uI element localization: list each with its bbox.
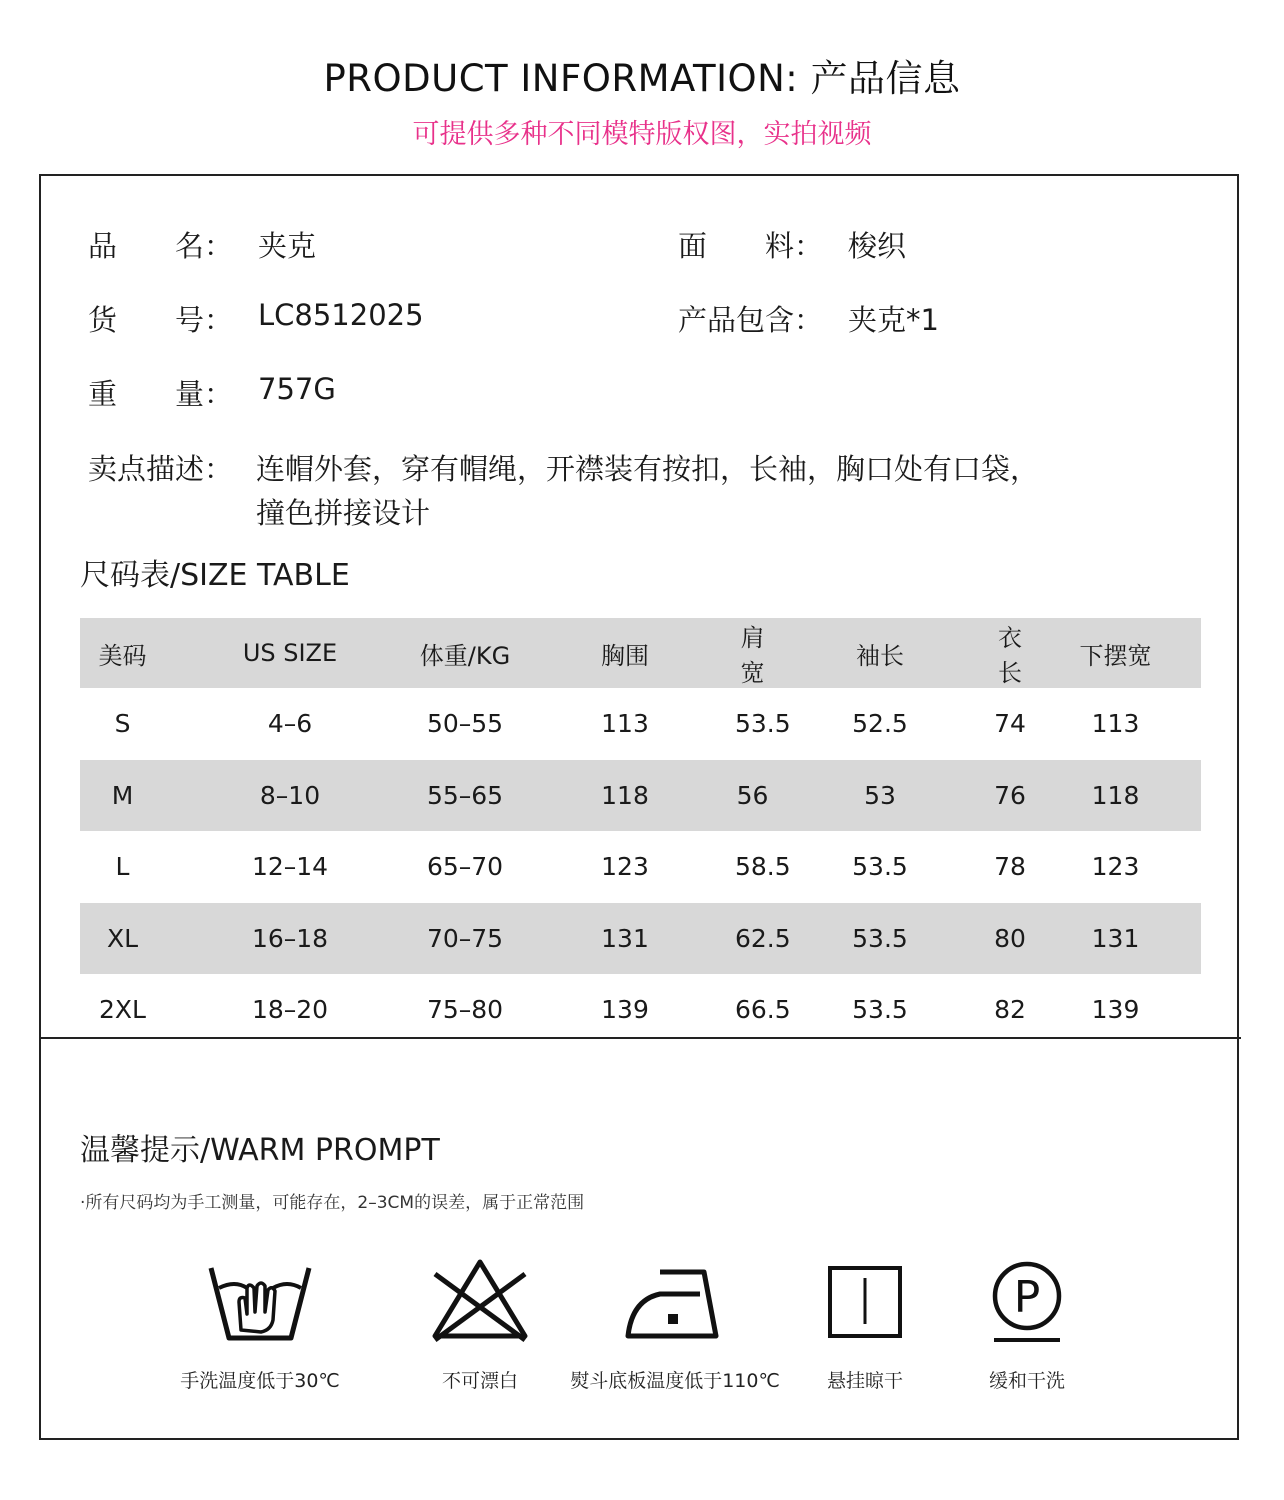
table-cell: 113 bbox=[1091, 709, 1140, 739]
table-cell: 56 bbox=[736, 780, 769, 810]
contents-value: 夹克*1 bbox=[848, 303, 939, 337]
table-cell: 8–10 bbox=[259, 780, 321, 810]
hang-dry-icon bbox=[810, 1258, 920, 1348]
selling-points-label: 卖点描述： bbox=[88, 452, 234, 486]
iron-icon bbox=[620, 1258, 730, 1348]
table-row bbox=[80, 760, 1201, 832]
hand-wash-label: 手洗温度低于30℃ bbox=[180, 1370, 340, 1392]
table-cell: 16–18 bbox=[251, 923, 329, 953]
column-header: US SIZE bbox=[242, 639, 338, 667]
product-name-value: 夹克 bbox=[258, 229, 317, 263]
page-subtitle: 可提供多种不同模特版权图，实拍视频 bbox=[412, 119, 872, 150]
table-cell: 18–20 bbox=[251, 995, 329, 1025]
table-cell: 82 bbox=[994, 995, 1026, 1025]
column-header: 下摆宽 bbox=[1079, 641, 1152, 670]
table-cell: 53.5 bbox=[735, 709, 791, 739]
table-cell: 53.5 bbox=[852, 852, 908, 882]
table-cell: 80 bbox=[994, 923, 1026, 953]
table-cell: 131 bbox=[601, 923, 649, 953]
table-cell: M bbox=[111, 780, 134, 810]
selling-points-line1: 连帽外套，穿有帽绳，开襟装有按扣，长袖，胸口处有口袋， bbox=[256, 452, 1040, 486]
dry-clean-icon bbox=[972, 1258, 1082, 1348]
table-cell: 118 bbox=[601, 780, 649, 810]
table-cell: 55–65 bbox=[426, 780, 504, 810]
table-cell: 123 bbox=[601, 852, 649, 882]
selling-points-line2: 撞色拼接设计 bbox=[256, 496, 431, 530]
column-header: 肩宽 bbox=[740, 624, 765, 687]
table-cell: 66.5 bbox=[735, 995, 791, 1025]
table-cell: 4–6 bbox=[267, 709, 313, 739]
table-cell: S bbox=[114, 709, 131, 739]
table-row bbox=[80, 903, 1201, 975]
table-cell: 50–55 bbox=[426, 709, 504, 739]
care-dry-clean bbox=[907, 1258, 1147, 1392]
product-name-label: 品 名： bbox=[88, 229, 234, 263]
table-row bbox=[80, 831, 1201, 903]
table-cell: 65–70 bbox=[426, 852, 504, 882]
table-cell: 131 bbox=[1091, 923, 1140, 953]
table-cell: 75–80 bbox=[426, 995, 504, 1025]
table-cell: 52.5 bbox=[852, 709, 908, 739]
size-table bbox=[80, 618, 1201, 1046]
measurement-note: ·所有尺码均为手工测量，可能存在，2–3CM的误差，属于正常范围 bbox=[80, 1193, 585, 1213]
table-cell: 70–75 bbox=[426, 923, 504, 953]
table-cell: 123 bbox=[1091, 852, 1140, 882]
no-bleach-icon bbox=[425, 1258, 535, 1348]
no-bleach-label: 不可漂白 bbox=[441, 1370, 518, 1392]
size-table-heading: 尺码表/SIZE TABLE bbox=[80, 558, 350, 593]
svg-text:P: P bbox=[1013, 1272, 1041, 1323]
dry-clean-label: 缓和干洗 bbox=[988, 1370, 1065, 1392]
table-row bbox=[80, 974, 1201, 1046]
table-cell: 53.5 bbox=[852, 923, 908, 953]
contents-label: 产品包含： bbox=[678, 303, 824, 337]
size-table-header-row bbox=[80, 618, 1201, 688]
table-cell: 78 bbox=[994, 852, 1026, 882]
table-cell: 53.5 bbox=[852, 995, 908, 1025]
column-header: 胸围 bbox=[601, 641, 649, 670]
hang-dry-label: 悬挂晾干 bbox=[826, 1370, 903, 1392]
table-row bbox=[80, 688, 1201, 760]
table-cell: 139 bbox=[1091, 995, 1140, 1025]
column-header: 衣长 bbox=[998, 624, 1022, 687]
column-header: 体重/KG bbox=[419, 641, 511, 670]
fabric-value: 梭织 bbox=[848, 229, 907, 263]
table-cell: 53 bbox=[864, 780, 896, 810]
warm-prompt-heading: 温馨提示/WARM PROMPT bbox=[80, 1133, 440, 1168]
selling-points-row bbox=[88, 447, 1188, 537]
table-cell: 118 bbox=[1091, 780, 1140, 810]
column-header: 美码 bbox=[98, 641, 147, 670]
table-cell: 74 bbox=[994, 709, 1026, 739]
sku-label: 货 号： bbox=[88, 303, 234, 337]
hand-wash-icon bbox=[205, 1258, 315, 1348]
table-cell: L bbox=[115, 852, 130, 882]
care-hand-wash bbox=[140, 1258, 380, 1392]
table-cell: 62.5 bbox=[735, 923, 791, 953]
fabric-label: 面 料： bbox=[678, 229, 824, 263]
page-title: PRODUCT INFORMATION: 产品信息 bbox=[323, 57, 961, 100]
iron-label: 熨斗底板温度低于110℃ bbox=[570, 1370, 780, 1392]
table-cell: 58.5 bbox=[735, 852, 791, 882]
column-header: 袖长 bbox=[856, 641, 904, 670]
table-cell: XL bbox=[106, 923, 139, 953]
weight-value: 757G bbox=[258, 372, 336, 406]
table-cell: 139 bbox=[601, 995, 649, 1025]
sku-value: LC8512025 bbox=[258, 298, 424, 332]
weight-label: 重 量： bbox=[88, 377, 234, 411]
table-cell: 113 bbox=[601, 709, 649, 739]
table-cell: 12–14 bbox=[251, 852, 329, 882]
table-cell: 76 bbox=[994, 780, 1026, 810]
table-cell: 2XL bbox=[99, 995, 146, 1025]
